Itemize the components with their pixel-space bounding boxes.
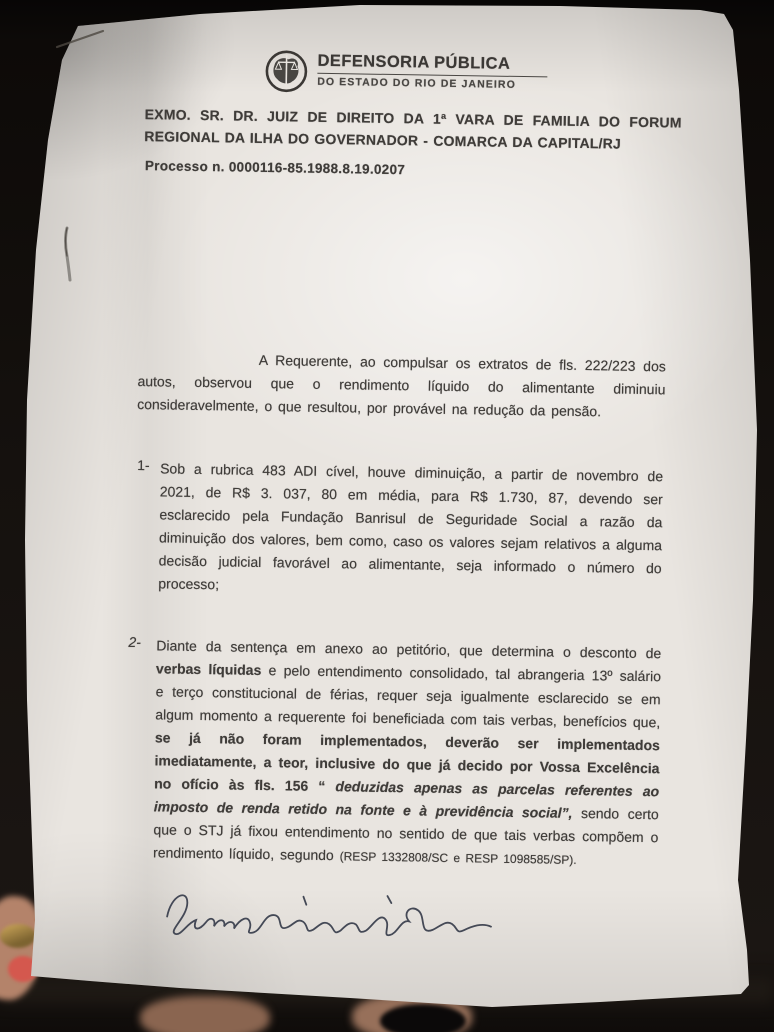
org-subtitle: DO ESTADO DO RIO DE JANEIRO	[317, 75, 517, 91]
item-1-number: 1-	[137, 457, 150, 474]
intro-paragraph: A Requerente, ao compulsar os extratos de fls. 222/223 dos autos, observou que o rendimento líquido do alimentante diminuiu consideravelmente, o que resultou, por provável na redução da pensão.	[137, 351, 666, 420]
item-2-number: 2-	[128, 633, 142, 651]
org-name-block	[317, 52, 548, 92]
item-1-text: Sob a rubrica 483 ADI cível, houve diminuição, a partir de novembro de 2021, de R$ 3. 037, 80 em média, para R$ 1.730, 87, devendo ser esclarecido pela Fundação Banrisul de Seguridade Social a razão da diminuição dos valores, bem como, caso os valores sejam relativos a alguma decisão judicial favorável ao alimentante, seja informado o número do processo;	[158, 460, 664, 593]
handwritten-signature	[151, 874, 508, 954]
addressee-heading	[144, 103, 682, 155]
defensoria-publica-logo-icon	[264, 49, 309, 94]
item-2-text: Diante da sentença em anexo ao petitório, que determina o desconto de verbas líquidas e pelo entendimento consolidado, tal abrangeria 13º salário e terço constitucional de férias, requer seja igualmente esclarecido se em algum momento a requerente foi beneficiada com tais verbas, benefícios que, se já não foram implementados, deverão ser implementados imediatamente, a teor, inclusive do que já decido por Vossa Excelência no ofício às fls. 156 “ deduzidas apenas as parcelas referentes ao imposto de renda retido na fonte e à previdência social”, sendo certo que o STJ já fixou entendimento no sentido de que tais verbas compõem o rendimento líquido, segundo (RESP 1332808/SC e RESP 1098585/SP).	[152, 637, 662, 867]
addressee-line2: REGIONAL DA ILHA DO GOVERNADOR - COMARCA DA CAPITAL/RJ	[144, 128, 622, 152]
org-name: DEFENSORIA PÚBLICA	[317, 52, 547, 78]
letterhead	[264, 48, 565, 103]
process-number: Processo n. 0000116-85.1988.8.19.0207	[144, 158, 406, 178]
addressee-line1: EXMO. SR. DR. JUIZ DE DIREITO DA 1ª VARA DE FAMILIA DO FORUM	[144, 106, 682, 131]
